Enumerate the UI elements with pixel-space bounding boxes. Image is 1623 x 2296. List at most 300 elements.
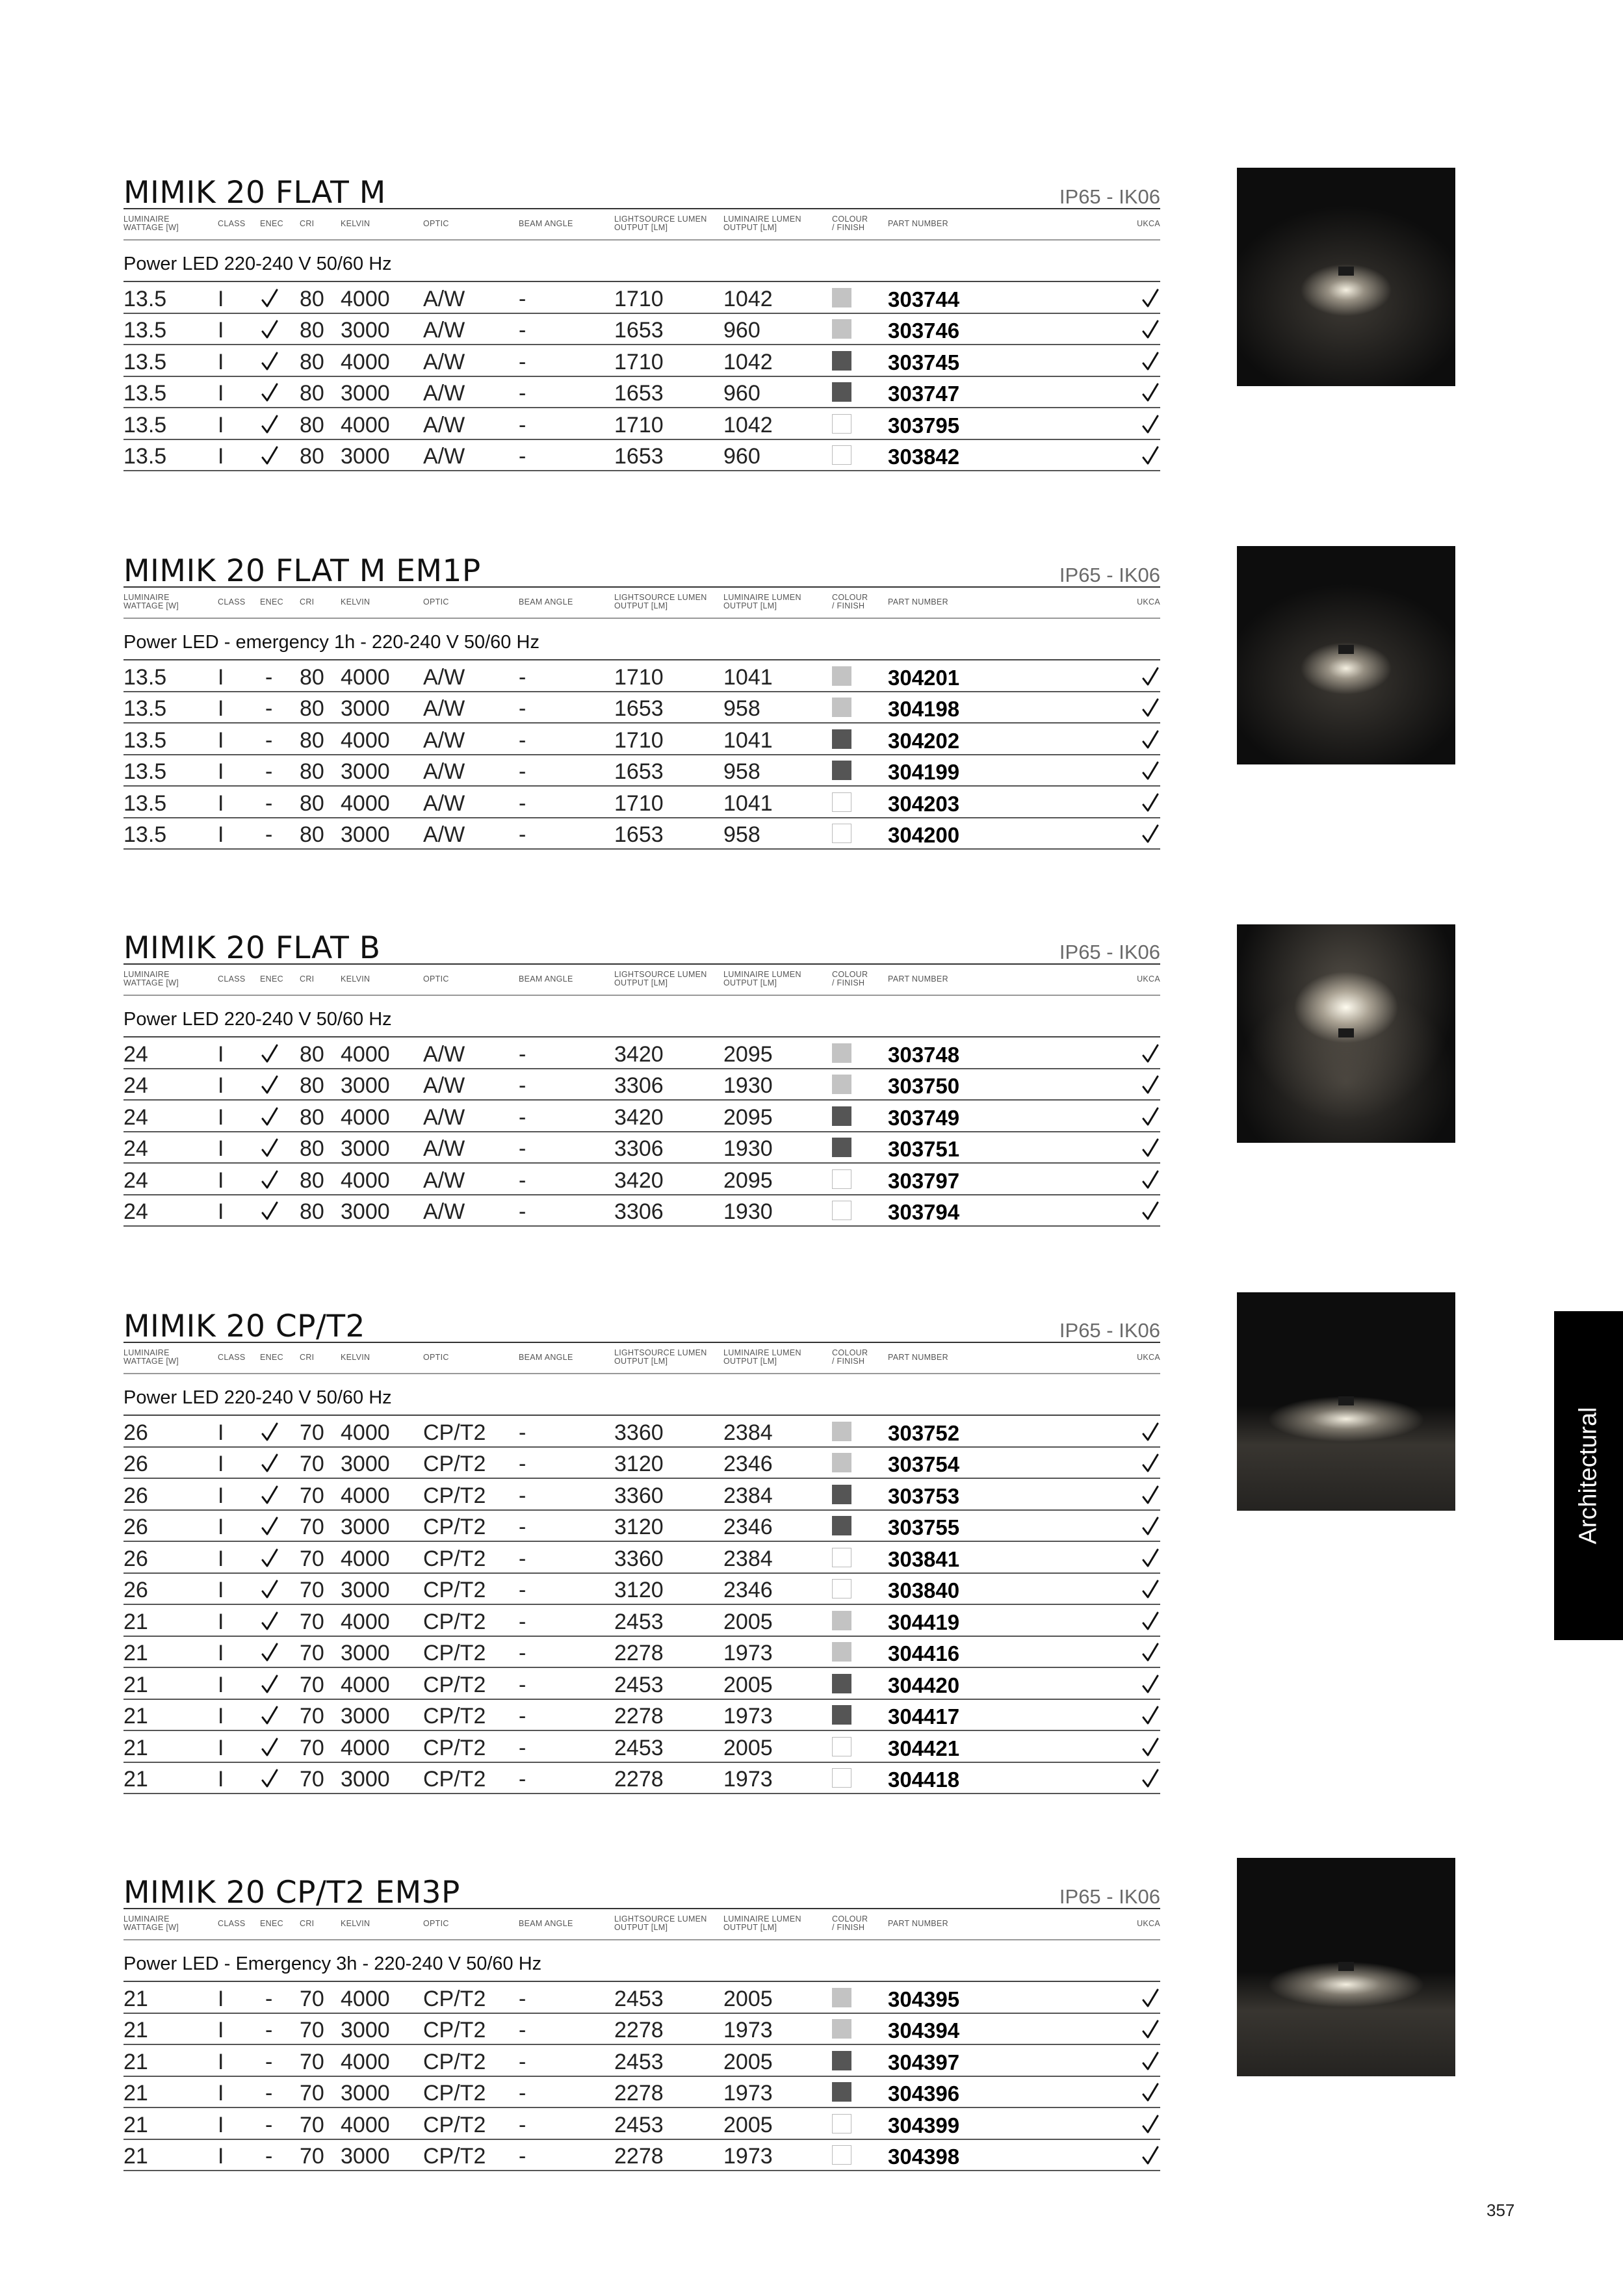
- cell-enec: -: [265, 696, 273, 721]
- cell-enec: -: [265, 790, 273, 816]
- cell-ls: 2453: [614, 1986, 664, 2011]
- cell-cls: I: [218, 1452, 224, 1476]
- cell-optic: A/W: [423, 1168, 465, 1193]
- product-photo: [1237, 1292, 1455, 1511]
- cell-cri: 80: [300, 790, 324, 816]
- ukca-check-icon: [1142, 792, 1159, 813]
- part-number: 303797: [888, 1168, 960, 1193]
- cell-cri: 70: [300, 2112, 324, 2137]
- part-number: 304417: [888, 1704, 960, 1729]
- ukca-checkmark: [1142, 1988, 1159, 2009]
- ukca-checkmark: [1142, 2114, 1159, 2135]
- cell-w: 26: [123, 1452, 148, 1476]
- cell-optic: A/W: [423, 727, 465, 753]
- product-section: [123, 168, 1160, 471]
- column-header: ENEC: [260, 219, 283, 228]
- cell-w: 21: [123, 1735, 148, 1760]
- cell-lum: 1930: [723, 1073, 773, 1098]
- table-row: [123, 345, 1160, 377]
- ukca-check-icon: [1142, 351, 1159, 372]
- enec-check-icon: [261, 1516, 278, 1537]
- part-number: 304198: [888, 697, 960, 721]
- cell-k: 4000: [341, 349, 390, 374]
- cell-ls: 3360: [614, 1483, 664, 1508]
- cell-cls: I: [218, 759, 224, 784]
- cell-ls: 1653: [614, 696, 664, 721]
- cell-lum: 2346: [723, 1515, 773, 1539]
- column-header: UKCA: [1137, 1353, 1160, 1362]
- cell-beam: -: [519, 790, 526, 816]
- cell-k: 3000: [341, 1073, 390, 1098]
- cell-lum: 1042: [723, 349, 773, 374]
- column-header: BEAM ANGLE: [519, 219, 573, 228]
- cell-k: 3000: [341, 2081, 390, 2106]
- finish-swatch: [832, 1138, 851, 1157]
- enec-checkmark: [261, 382, 278, 403]
- ukca-check-icon: [1142, 824, 1159, 844]
- ukca-check-icon: [1142, 1737, 1159, 1758]
- ukca-checkmark: [1142, 824, 1159, 844]
- cell-enec: -: [265, 2049, 273, 2074]
- column-header: CLASS: [218, 597, 246, 607]
- ukca-checkmark: [1142, 1043, 1159, 1064]
- part-number: 304394: [888, 2018, 960, 2042]
- cell-k: 3000: [341, 1578, 390, 1602]
- cell-cls: I: [218, 1515, 224, 1539]
- table-row: [123, 1416, 1160, 1448]
- cell-lum: 958: [723, 822, 760, 847]
- cell-cri: 80: [300, 664, 324, 690]
- table-row: [123, 1668, 1160, 1700]
- ukca-check-icon: [1142, 1422, 1159, 1442]
- cell-cri: 70: [300, 1578, 324, 1602]
- enec-checkmark: [261, 351, 278, 372]
- column-header: PART NUMBER: [888, 219, 948, 228]
- ukca-checkmark: [1142, 445, 1159, 466]
- cell-w: 13.5: [123, 318, 167, 343]
- luminaire-body: [1338, 1396, 1354, 1405]
- cell-cri: 70: [300, 1546, 324, 1571]
- side-tab: [1554, 1311, 1623, 1640]
- part-number: 303754: [888, 1452, 960, 1476]
- cell-optic: CP/T2: [423, 2049, 486, 2074]
- cell-lum: 1973: [723, 2144, 773, 2169]
- product-title: MIMIK 20 FLAT M EM1P: [123, 553, 481, 589]
- cell-optic: A/W: [423, 664, 465, 690]
- enec-check-icon: [261, 382, 278, 403]
- ukca-checkmark: [1142, 2019, 1159, 2040]
- cell-lum: 2095: [723, 1104, 773, 1130]
- cell-enec: -: [265, 727, 273, 753]
- cell-cri: 80: [300, 349, 324, 374]
- cell-optic: CP/T2: [423, 1515, 486, 1539]
- ukca-checkmark: [1142, 1485, 1159, 1506]
- cell-w: 21: [123, 1767, 148, 1792]
- enec-checkmark: [261, 1579, 278, 1600]
- cell-ls: 2278: [614, 1767, 664, 1792]
- cell-optic: CP/T2: [423, 2081, 486, 2106]
- ukca-checkmark: [1142, 698, 1159, 718]
- cell-w: 26: [123, 1483, 148, 1508]
- column-header: CRI: [300, 1353, 315, 1362]
- enec-check-icon: [261, 1705, 278, 1726]
- product-photo: [1237, 1858, 1455, 2076]
- cell-beam: -: [519, 1609, 526, 1634]
- cell-k: 4000: [341, 1420, 390, 1445]
- ip-rating: IP65 - IK06: [1059, 564, 1160, 586]
- finish-swatch: [832, 1453, 851, 1472]
- ukca-checkmark: [1142, 729, 1159, 750]
- part-number: 304200: [888, 823, 960, 847]
- table-row: [123, 408, 1160, 440]
- cell-lum: 960: [723, 444, 760, 469]
- enec-checkmark: [261, 1642, 278, 1663]
- cell-ls: 3120: [614, 1515, 664, 1539]
- cell-ls: 1710: [614, 790, 664, 816]
- enec-checkmark: [261, 1138, 278, 1158]
- cell-w: 21: [123, 2049, 148, 2074]
- cell-w: 13.5: [123, 412, 167, 437]
- ukca-checkmark: [1142, 1075, 1159, 1095]
- table-row: [123, 1448, 1160, 1480]
- ukca-checkmark: [1142, 2082, 1159, 2103]
- power-group-text: Power LED 220-240 V 50/60 Hz: [123, 1387, 392, 1408]
- part-number: 303753: [888, 1483, 960, 1508]
- power-group-text: Power LED - Emergency 3h - 220-240 V 50/60 Hz: [123, 1953, 542, 1974]
- ukca-check-icon: [1142, 382, 1159, 403]
- cell-cri: 80: [300, 381, 324, 406]
- column-header: PART NUMBER: [888, 597, 948, 607]
- part-number: 303746: [888, 319, 960, 343]
- column-header: UKCA: [1137, 597, 1160, 607]
- ukca-check-icon: [1142, 1106, 1159, 1127]
- cell-ls: 2453: [614, 1609, 664, 1634]
- luminaire-body: [1338, 267, 1354, 276]
- part-number: 304420: [888, 1673, 960, 1697]
- product-title: MIMIK 20 CP/T2 EM3P: [123, 1875, 460, 1911]
- cell-cls: I: [218, 1073, 224, 1098]
- table-row: [123, 1195, 1160, 1227]
- column-header: CRI: [300, 1919, 315, 1928]
- cell-cri: 80: [300, 1073, 324, 1098]
- enec-check-icon: [261, 1453, 278, 1474]
- cell-enec: -: [265, 759, 273, 784]
- cell-ls: 2453: [614, 2112, 664, 2137]
- column-header: OPTIC: [423, 1353, 449, 1362]
- table-row: [123, 1700, 1160, 1732]
- enec-checkmark: [261, 1548, 278, 1569]
- cell-ls: 1653: [614, 822, 664, 847]
- cell-k: 3000: [341, 2018, 390, 2042]
- cell-optic: A/W: [423, 286, 465, 311]
- cell-ls: 3420: [614, 1168, 664, 1193]
- column-header: OPTIC: [423, 974, 449, 984]
- cell-cri: 80: [300, 1041, 324, 1067]
- cell-enec: -: [265, 1986, 273, 2011]
- cell-lum: 2005: [723, 1609, 773, 1634]
- cell-beam: -: [519, 1578, 526, 1602]
- cell-cls: I: [218, 1136, 224, 1161]
- cell-lum: 2005: [723, 2049, 773, 2074]
- finish-swatch: [832, 1201, 851, 1220]
- part-number: 303794: [888, 1200, 960, 1224]
- cell-k: 4000: [341, 1041, 390, 1067]
- cell-k: 4000: [341, 664, 390, 690]
- column-header: LUMINAIRE WATTAGE [W]: [123, 1348, 179, 1366]
- power-group-text: Power LED - emergency 1h - 220-240 V 50/60 Hz: [123, 632, 539, 653]
- ukca-checkmark: [1142, 1516, 1159, 1537]
- cell-beam: -: [519, 1199, 526, 1224]
- cell-k: 3000: [341, 1704, 390, 1729]
- cell-beam: -: [519, 1704, 526, 1729]
- ukca-check-icon: [1142, 1201, 1159, 1221]
- ukca-check-icon: [1142, 2145, 1159, 2166]
- cell-lum: 2346: [723, 1452, 773, 1476]
- ukca-check-icon: [1142, 319, 1159, 340]
- cell-cls: I: [218, 696, 224, 721]
- cell-beam: -: [519, 2049, 526, 2074]
- cell-cls: I: [218, 1672, 224, 1697]
- cell-beam: -: [519, 1672, 526, 1697]
- cell-optic: CP/T2: [423, 1672, 486, 1697]
- section-header: [123, 168, 1160, 211]
- cell-cri: 80: [300, 286, 324, 311]
- ukca-checkmark: [1142, 1138, 1159, 1158]
- column-header: ENEC: [260, 597, 283, 607]
- ukca-checkmark: [1142, 1642, 1159, 1663]
- enec-check-icon: [261, 1075, 278, 1095]
- cell-lum: 2346: [723, 1578, 773, 1602]
- table-row: [123, 787, 1160, 818]
- cell-k: 4000: [341, 1735, 390, 1760]
- enec-check-icon: [261, 445, 278, 466]
- cell-w: 24: [123, 1168, 148, 1193]
- part-number: 304416: [888, 1641, 960, 1665]
- table-row: [123, 1101, 1160, 1132]
- cell-optic: CP/T2: [423, 1483, 486, 1508]
- part-number: 304395: [888, 1987, 960, 2011]
- cell-cri: 70: [300, 2081, 324, 2106]
- cell-w: 26: [123, 1578, 148, 1602]
- page-number: 357: [1487, 2200, 1515, 2220]
- ukca-checkmark: [1142, 1548, 1159, 1569]
- cell-beam: -: [519, 1515, 526, 1539]
- cell-k: 4000: [341, 1104, 390, 1130]
- cell-cls: I: [218, 381, 224, 406]
- finish-swatch: [832, 382, 851, 402]
- cell-k: 4000: [341, 2049, 390, 2074]
- ukca-checkmark: [1142, 761, 1159, 781]
- cell-cri: 70: [300, 1986, 324, 2011]
- cell-enec: -: [265, 2018, 273, 2042]
- luminaire-body: [1338, 1962, 1354, 1971]
- finish-swatch: [832, 1485, 851, 1504]
- column-header: CLASS: [218, 1919, 246, 1928]
- column-header: LIGHTSOURCE LUMEN OUTPUT [LM]: [614, 1914, 707, 1932]
- column-header: LUMINAIRE WATTAGE [W]: [123, 215, 179, 232]
- ukca-check-icon: [1142, 1169, 1159, 1190]
- enec-checkmark: [261, 1106, 278, 1127]
- ukca-checkmark: [1142, 1611, 1159, 1632]
- part-number: 303749: [888, 1105, 960, 1130]
- ukca-check-icon: [1142, 1705, 1159, 1726]
- column-header: COLOUR / FINISH: [832, 215, 868, 232]
- cell-ls: 2278: [614, 2081, 664, 2106]
- product-title: MIMIK 20 FLAT B: [123, 930, 381, 966]
- cell-k: 4000: [341, 1986, 390, 2011]
- cell-optic: A/W: [423, 349, 465, 374]
- cell-optic: CP/T2: [423, 1767, 486, 1792]
- table-row: [123, 2014, 1160, 2046]
- column-header: COLOUR / FINISH: [832, 593, 868, 610]
- cell-enec: -: [265, 664, 273, 690]
- cell-w: 24: [123, 1073, 148, 1098]
- finish-swatch: [832, 1579, 851, 1598]
- column-header-row: [123, 586, 1160, 619]
- cell-w: 26: [123, 1420, 148, 1445]
- cell-w: 13.5: [123, 759, 167, 784]
- section-header: [123, 546, 1160, 589]
- table-row: [123, 660, 1160, 692]
- power-group-label: [123, 1940, 1160, 1982]
- column-header: KELVIN: [341, 219, 370, 228]
- enec-checkmark: [261, 1737, 278, 1758]
- ukca-checkmark: [1142, 1422, 1159, 1442]
- luminaire-body: [1338, 645, 1354, 654]
- finish-swatch: [832, 1988, 851, 2007]
- column-header: CRI: [300, 974, 315, 984]
- cell-ls: 1653: [614, 444, 664, 469]
- finish-swatch: [832, 414, 851, 434]
- column-header: PART NUMBER: [888, 974, 948, 984]
- part-number: 303755: [888, 1515, 960, 1539]
- table-row: [123, 2108, 1160, 2140]
- cell-lum: 958: [723, 696, 760, 721]
- cell-ls: 1710: [614, 412, 664, 437]
- cell-cls: I: [218, 1199, 224, 1224]
- finish-swatch: [832, 1106, 851, 1126]
- cell-beam: -: [519, 2081, 526, 2106]
- cell-cri: 70: [300, 1609, 324, 1634]
- cell-optic: A/W: [423, 444, 465, 469]
- cell-lum: 1973: [723, 1704, 773, 1729]
- cell-optic: A/W: [423, 412, 465, 437]
- cell-w: 13.5: [123, 381, 167, 406]
- cell-lum: 2384: [723, 1420, 773, 1445]
- cell-k: 3000: [341, 1199, 390, 1224]
- cell-cri: 80: [300, 318, 324, 343]
- cell-beam: -: [519, 2144, 526, 2169]
- finish-swatch: [832, 2019, 851, 2039]
- finish-swatch: [832, 729, 851, 749]
- cell-cri: 70: [300, 1704, 324, 1729]
- cell-beam: -: [519, 696, 526, 721]
- cell-lum: 1973: [723, 1641, 773, 1665]
- column-header: LUMINAIRE WATTAGE [W]: [123, 970, 179, 987]
- finish-swatch: [832, 351, 851, 371]
- enec-checkmark: [261, 1043, 278, 1064]
- finish-swatch: [832, 288, 851, 307]
- cell-cls: I: [218, 1986, 224, 2011]
- part-number: 304203: [888, 791, 960, 816]
- cell-w: 21: [123, 2112, 148, 2137]
- ukca-check-icon: [1142, 1611, 1159, 1632]
- cell-cls: I: [218, 318, 224, 343]
- part-number: 304421: [888, 1736, 960, 1760]
- column-header: CLASS: [218, 974, 246, 984]
- part-number: 304398: [888, 2145, 960, 2169]
- finish-swatch: [832, 761, 851, 780]
- section-header: [123, 1868, 1160, 1911]
- part-number: 304199: [888, 760, 960, 784]
- cell-lum: 1973: [723, 2018, 773, 2042]
- column-header-row: [123, 1342, 1160, 1374]
- cell-beam: -: [519, 1041, 526, 1067]
- cell-k: 4000: [341, 790, 390, 816]
- cell-lum: 2005: [723, 1986, 773, 2011]
- ip-rating: IP65 - IK06: [1059, 941, 1160, 963]
- enec-check-icon: [261, 1579, 278, 1600]
- table-row: [123, 440, 1160, 472]
- cell-ls: 3306: [614, 1199, 664, 1224]
- cell-ls: 3360: [614, 1546, 664, 1571]
- cell-lum: 960: [723, 318, 760, 343]
- column-header: OPTIC: [423, 219, 449, 228]
- cell-k: 3000: [341, 318, 390, 343]
- enec-checkmark: [261, 1485, 278, 1506]
- finish-swatch: [832, 1075, 851, 1094]
- cell-k: 4000: [341, 1609, 390, 1634]
- cell-beam: -: [519, 1104, 526, 1130]
- ukca-check-icon: [1142, 698, 1159, 718]
- table-row: [123, 724, 1160, 755]
- cell-ls: 2453: [614, 1735, 664, 1760]
- product-title: MIMIK 20 FLAT M: [123, 175, 386, 211]
- finish-swatch: [832, 1548, 851, 1567]
- part-number: 304396: [888, 2081, 960, 2106]
- cell-ls: 3420: [614, 1104, 664, 1130]
- enec-check-icon: [261, 414, 278, 435]
- power-group-text: Power LED 220-240 V 50/60 Hz: [123, 254, 392, 274]
- ukca-check-icon: [1142, 1548, 1159, 1569]
- cell-k: 3000: [341, 1515, 390, 1539]
- ukca-checkmark: [1142, 1768, 1159, 1789]
- cell-w: 13.5: [123, 349, 167, 374]
- table-row: [123, 1574, 1160, 1606]
- finish-swatch: [832, 1705, 851, 1725]
- ukca-check-icon: [1142, 288, 1159, 309]
- enec-check-icon: [261, 351, 278, 372]
- column-header: COLOUR / FINISH: [832, 1348, 868, 1366]
- cell-beam: -: [519, 1735, 526, 1760]
- cell-w: 13.5: [123, 286, 167, 311]
- cell-optic: CP/T2: [423, 1452, 486, 1476]
- column-header: CLASS: [218, 1353, 246, 1362]
- cell-ls: 2278: [614, 2018, 664, 2042]
- cell-ls: 1653: [614, 759, 664, 784]
- enec-check-icon: [261, 1422, 278, 1442]
- column-header: LIGHTSOURCE LUMEN OUTPUT [LM]: [614, 970, 707, 987]
- part-number: 304201: [888, 665, 960, 690]
- cell-cls: I: [218, 2049, 224, 2074]
- ukca-check-icon: [1142, 1768, 1159, 1789]
- cell-ls: 1653: [614, 318, 664, 343]
- cell-lum: 1041: [723, 727, 773, 753]
- cell-k: 3000: [341, 1767, 390, 1792]
- cell-optic: CP/T2: [423, 1735, 486, 1760]
- cell-optic: A/W: [423, 381, 465, 406]
- finish-swatch: [832, 2051, 851, 2070]
